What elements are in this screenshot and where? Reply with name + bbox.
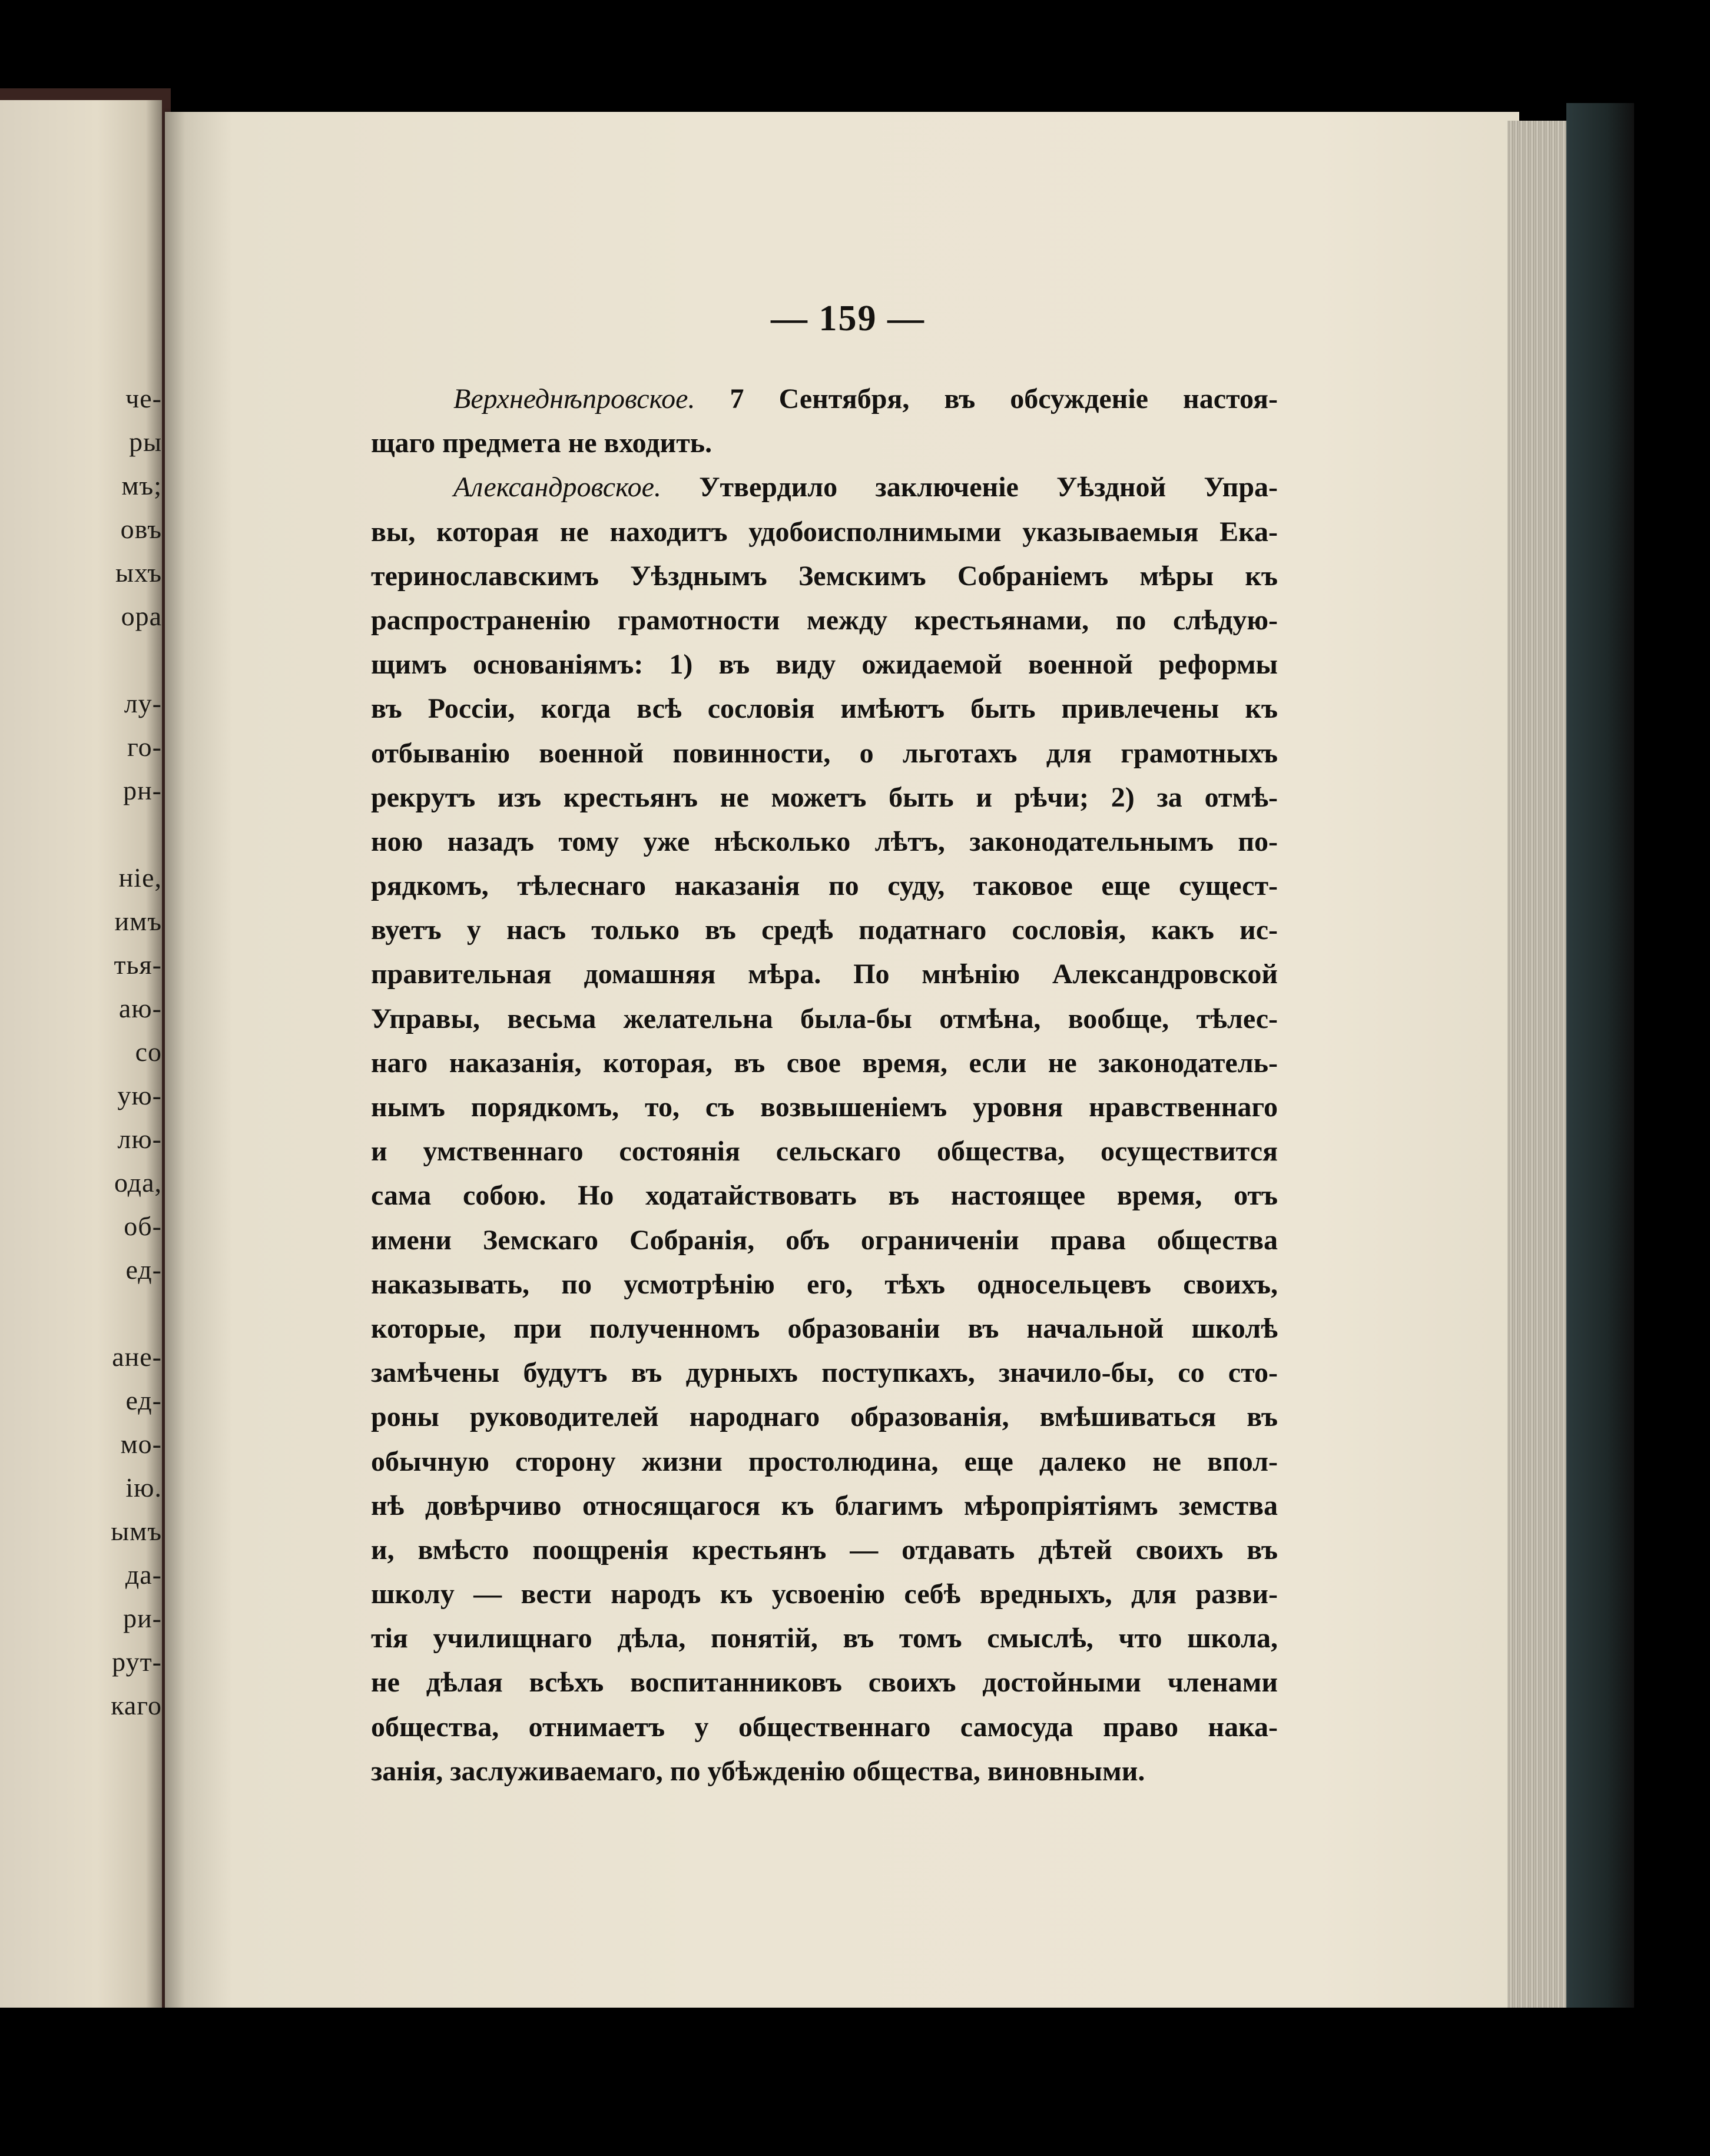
text-line: вуетъ у насъ только въ средѣ податнаго сословія, какъ ис- — [371, 914, 1278, 946]
background-strip — [0, 2008, 1710, 2156]
left-fragment-line: ора — [121, 601, 162, 631]
left-fragment-line: каго — [111, 1690, 162, 1720]
left-fragment-line: ры — [129, 427, 162, 457]
left-fragment-line: овъ — [120, 514, 162, 544]
text-line: рядкомъ, тѣлеснаго наказанія по суду, таковое еще сущест- — [371, 870, 1278, 902]
text-line: въ Россіи, когда всѣ сословія имѣютъ быть привлечены къ — [371, 693, 1278, 725]
text-line: и, вмѣсто поощренія крестьянъ — отдавать дѣтей своихъ въ — [371, 1534, 1278, 1565]
left-fragment-line: че- — [125, 383, 162, 413]
text-line: распространенію грамотности между крестьянами, по слѣдую- — [371, 604, 1278, 636]
left-fragment-line: ри- — [123, 1603, 162, 1633]
text-line: замѣчены будутъ въ дурныхъ поступкахъ, значило-бы, со сто- — [371, 1357, 1278, 1389]
left-fragment-line: рут- — [112, 1647, 162, 1677]
paragraph-1-line-1 — [371, 377, 1278, 421]
text-line: отбыванію военной повинности, о льготахъ для грамотныхъ — [371, 737, 1278, 769]
text-line: общества, отнимаетъ у общественнаго самосуда право нака- — [371, 1711, 1278, 1743]
left-page-text-fragments — [0, 377, 162, 1727]
text-line: наказывать, по усмотрѣнію его, тѣхъ односельцевъ своихъ, — [371, 1268, 1278, 1300]
left-fragment-line: со — [135, 1037, 162, 1067]
text-line: и умственнаго состоянія сельскаго общества, осуществится — [371, 1136, 1278, 1167]
text-line: нѣ довѣрчиво относящагося къ благимъ мѣропріятіямъ земства — [371, 1490, 1278, 1521]
left-fragment-line: аю- — [118, 993, 162, 1023]
left-fragment-line: имъ — [114, 906, 162, 936]
page-number: — 159 — — [771, 298, 925, 339]
text-line: 7 Сентября, въ обсужденіе настоя- — [695, 383, 1278, 414]
text-line: занія, заслуживаемаго, по убѣжденію общества, виновными. — [371, 1755, 1145, 1787]
text-line: щаго предмета не входить. — [371, 427, 712, 459]
text-line: Утвердило заключеніе Уѣздной Упра- — [661, 472, 1278, 503]
left-fragment-line: ыхъ — [115, 558, 162, 588]
text-line: Управы, весьма желательна была-бы отмѣна, вообще, тѣлес- — [371, 1003, 1278, 1034]
text-line: правительная домашняя мѣра. По мнѣнію Александровской — [371, 958, 1278, 990]
text-line: обычную сторону жизни простолюдина, еще далеко не впол- — [371, 1445, 1278, 1477]
text-line: нымъ порядкомъ, то, съ возвышеніемъ уровня нравственнаго — [371, 1092, 1278, 1123]
left-fragment-line: рн- — [123, 775, 162, 805]
left-fragment-line: мъ; — [121, 470, 162, 500]
back-cover — [1566, 103, 1634, 2022]
text-line: имени Земскаго Собранія, объ ограниченіи права общества — [371, 1224, 1278, 1256]
left-fragment-line: ед- — [125, 1255, 162, 1285]
text-line: рекрутъ изъ крестьянъ не можетъ быть и рѣчи; 2) за отмѣ- — [371, 781, 1278, 813]
left-fragment-line: мо- — [120, 1429, 162, 1459]
text-line: наго наказанія, которая, въ свое время, если не законодатель- — [371, 1047, 1278, 1079]
left-fragment-line: ую- — [117, 1080, 162, 1110]
left-fragment-line: ода, — [114, 1167, 162, 1198]
left-fragment-line — [0, 812, 162, 856]
left-fragment-line — [0, 1292, 162, 1335]
text-line: теринославскимъ Уѣзднымъ Земскимъ Собраніемъ мѣры къ — [371, 560, 1278, 592]
text-line: щимъ основаніямъ: 1) въ виду ожидаемой военной реформы — [371, 649, 1278, 681]
text-line: не дѣлая всѣхъ воспитанниковъ своихъ достойными членами — [371, 1667, 1278, 1699]
left-fragment-line: ію. — [125, 1472, 162, 1502]
left-fragment-line: да- — [125, 1560, 162, 1590]
left-fragment-line: лю- — [117, 1124, 162, 1154]
text-line: роны руководителей народнаго образованія, вмѣшиваться въ — [371, 1401, 1278, 1433]
left-fragment-line — [0, 638, 162, 682]
left-fragment-line: ымъ — [111, 1516, 162, 1546]
left-fragment-line: об- — [124, 1211, 162, 1241]
left-fragment-line: тья- — [114, 950, 162, 980]
left-fragment-line: го- — [127, 732, 162, 762]
heading-verkhnedneprovskoe: Верхнеднѣпровское. — [453, 383, 695, 414]
heading-aleksandrovskoe: Александровское. — [453, 472, 661, 503]
text-line: которые, при полученномъ образованіи въ начальной школѣ — [371, 1312, 1278, 1344]
left-fragment-line: ане- — [112, 1342, 162, 1372]
left-fragment-line: лу- — [124, 688, 162, 718]
text-line: вы, которая не находитъ удобоисполнимыми указываемыя Ека- — [371, 516, 1278, 548]
paragraph-2-line-1 — [371, 465, 1278, 509]
left-fragment-line: ніе, — [118, 863, 162, 893]
text-line: сама собою. Но ходатайствовать въ настоящее время, отъ — [371, 1180, 1278, 1212]
text-line: тія училищнаго дѣла, понятій, въ томъ смыслѣ, что школа, — [371, 1623, 1278, 1654]
page-body-text — [371, 377, 1278, 1793]
text-line: школу — вести народъ къ усвоенію себѣ вредныхъ, для разви- — [371, 1578, 1278, 1610]
text-line: ною назадъ тому уже нѣсколько лѣтъ, законодательнымъ по- — [371, 825, 1278, 857]
page-edges — [1507, 121, 1572, 2008]
left-fragment-line: ед- — [125, 1385, 162, 1415]
